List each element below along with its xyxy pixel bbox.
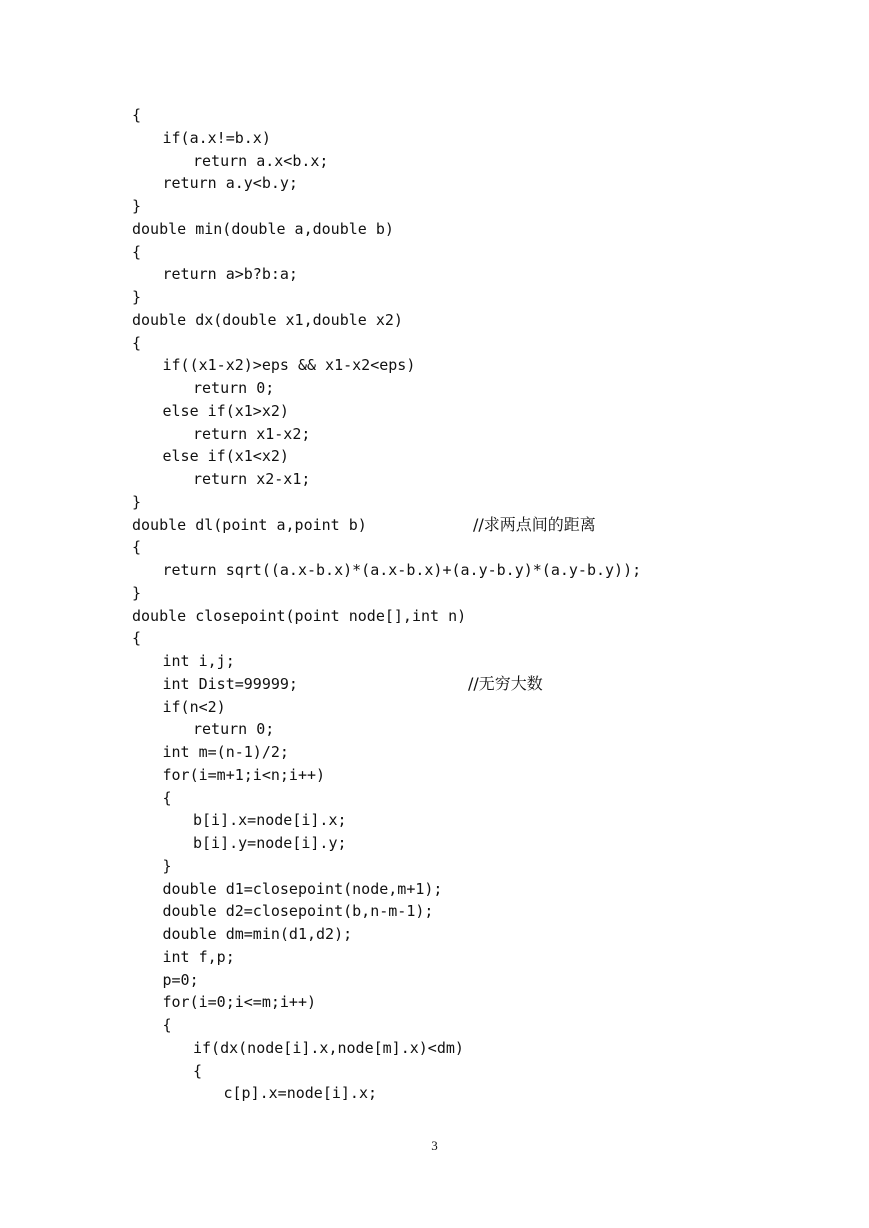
- code-line: [132, 605, 832, 628]
- code-text: }: [162, 856, 172, 875]
- code-line: [132, 969, 832, 992]
- code-line: [132, 127, 832, 150]
- code-text: p=0;: [162, 970, 199, 989]
- code-text: return a.y<b.y;: [162, 174, 298, 193]
- code-text: int m=(n-1)/2;: [162, 743, 289, 761]
- code-text: {: [132, 629, 142, 648]
- code-text: double dl(point a,point b): [132, 515, 367, 534]
- code-text: double dx(double x1,double x2): [132, 310, 403, 329]
- code-line: [132, 150, 832, 173]
- code-text: return sqrt((a.x-b.x)*(a.x-b.x)+(a.y-b.y)*(a.y-b.y));: [162, 561, 642, 579]
- code-line: [132, 218, 832, 241]
- code-text: return 0;: [193, 379, 275, 397]
- code-line: [132, 241, 832, 264]
- code-text: return a>b?b:a;: [162, 265, 298, 284]
- code-text: }: [132, 583, 142, 602]
- code-text: c[p].x=node[i].x;: [223, 1084, 378, 1103]
- code-line: [132, 332, 832, 355]
- code-line: [132, 286, 832, 309]
- code-line: [132, 377, 832, 400]
- code-listing: [132, 104, 832, 1105]
- code-text: }: [132, 288, 142, 306]
- code-text: }: [132, 197, 142, 215]
- code-text: {: [132, 106, 142, 124]
- code-text: {: [162, 1016, 172, 1034]
- code-line: [132, 400, 832, 423]
- code-line: [132, 423, 832, 446]
- code-line: [132, 946, 832, 969]
- code-line: [132, 696, 832, 719]
- code-line: [132, 195, 832, 218]
- code-text: if(a.x!=b.x): [162, 128, 271, 147]
- code-text: if((x1-x2)>eps && x1-x2<eps): [162, 356, 416, 375]
- code-line: [132, 650, 832, 673]
- code-line: [132, 582, 832, 605]
- code-text: double dm=min(d1,d2);: [162, 925, 353, 943]
- code-text: for(i=m+1;i<n;i++): [162, 765, 326, 784]
- code-text: else if(x1<x2): [162, 447, 289, 466]
- code-line: [132, 1037, 832, 1060]
- code-line: [132, 878, 832, 901]
- code-line: [132, 559, 832, 582]
- code-text: }: [132, 492, 142, 511]
- code-line: [132, 309, 832, 332]
- code-comment: //无穷大数: [468, 673, 543, 693]
- code-text: return x2-x1;: [193, 470, 311, 488]
- code-text: {: [162, 788, 172, 807]
- code-line: [132, 263, 832, 286]
- code-line: [132, 445, 832, 468]
- code-line: [132, 172, 832, 195]
- code-line: [132, 627, 832, 650]
- code-line: [132, 1014, 832, 1037]
- code-line: [132, 673, 832, 696]
- code-text: double d2=closepoint(b,n-m-1);: [162, 902, 434, 921]
- code-text: double min(double a,double b): [132, 219, 394, 238]
- code-line: [132, 354, 832, 377]
- code-line: [132, 468, 832, 491]
- code-text: for(i=0;i<=m;i++): [162, 993, 317, 1012]
- code-text: int f,p;: [162, 947, 235, 966]
- code-text: {: [193, 1061, 203, 1080]
- code-line: [132, 1082, 832, 1105]
- code-line: [132, 832, 832, 855]
- code-line: [132, 514, 832, 537]
- code-line: [132, 923, 832, 946]
- code-text: else if(x1>x2): [162, 401, 289, 420]
- code-line: [132, 718, 832, 741]
- code-text: double closepoint(point node[],int n): [132, 606, 467, 625]
- code-comment: //求两点间的距离: [473, 514, 596, 534]
- code-line: [132, 764, 832, 787]
- code-text: int i,j;: [162, 652, 235, 670]
- page-number: 3: [431, 1138, 438, 1153]
- code-text: return x1-x2;: [193, 424, 311, 443]
- code-text: return 0;: [193, 720, 275, 739]
- code-text: {: [132, 242, 142, 261]
- code-text: double d1=closepoint(node,m+1);: [162, 879, 443, 898]
- code-line: [132, 991, 832, 1014]
- code-text: b[i].x=node[i].x;: [193, 811, 347, 830]
- code-line: [132, 855, 832, 878]
- code-text: return a.x<b.x;: [193, 151, 329, 170]
- code-text: {: [132, 333, 142, 352]
- code-line: [132, 536, 832, 559]
- code-line: [132, 809, 832, 832]
- code-line: [132, 491, 832, 514]
- code-line: [132, 787, 832, 810]
- code-text: b[i].y=node[i].y;: [193, 834, 347, 852]
- code-text: if(dx(node[i].x,node[m].x)<dm): [193, 1038, 464, 1057]
- code-text: if(n<2): [162, 697, 226, 716]
- code-text: {: [132, 538, 142, 557]
- code-line: [132, 900, 832, 923]
- code-line: [132, 1060, 832, 1083]
- code-line: [132, 741, 832, 764]
- code-line: [132, 104, 832, 127]
- code-text: int Dist=99999;: [162, 674, 298, 693]
